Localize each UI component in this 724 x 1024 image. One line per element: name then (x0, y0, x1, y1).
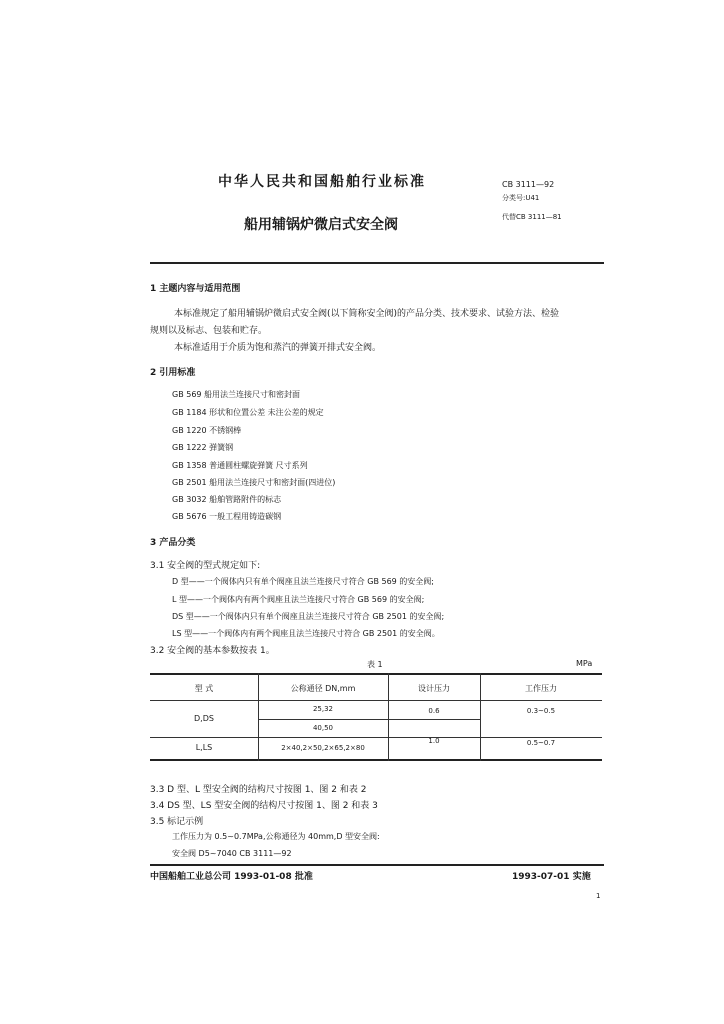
type-definition: DS 型——一个阀体内只有单个阀座且法兰连接尺寸符合 GB 2501 的安全阀; (172, 612, 445, 621)
org-title: 中华人民共和国船舶行业标准 (218, 174, 426, 190)
col-header-working-pressure: 工作压力 (525, 684, 557, 693)
col-header-design-pressure: 设计压力 (418, 684, 450, 693)
cell-type-l-ls: L,LS (195, 743, 213, 752)
document-title: 船用辅锅炉微启式安全阀 (244, 217, 398, 233)
clause-3-1: 3.1 安全阀的型式规定如下: (150, 561, 261, 571)
ref-item: GB 5676 一般工程用铸造碳钢 (172, 512, 282, 521)
cell-design-pressure: 1.0 (428, 737, 440, 745)
clause-3-2: 3.2 安全阀的基本参数按表 1。 (150, 646, 275, 656)
footer-rule (150, 864, 604, 866)
ref-item: GB 1358 普通圆柱螺旋弹簧 尺寸系列 (172, 461, 308, 470)
ref-item: GB 569 船用法兰连接尺寸和密封面 (172, 390, 301, 399)
section-3-title: 3 产品分类 (150, 538, 196, 548)
type-definition: L 型——一个阀体内有两个阀座且法兰连接尺寸符合 GB 569 的安全阀; (172, 595, 425, 604)
ref-item: GB 2501 船用法兰连接尺寸和密封面(四进位) (172, 478, 336, 487)
header-rule (150, 262, 604, 264)
col-header-type: 型 式 (194, 684, 214, 693)
ref-item: GB 1220 不锈钢棒 (172, 426, 242, 435)
ref-item: GB 1222 弹簧钢 (172, 443, 234, 452)
classification-number: 分类号:U41 (502, 194, 540, 202)
section-1-title: 1 主题内容与适用范围 (150, 284, 241, 294)
clause-3-4: 3.4 DS 型、LS 型安全阀的结构尺寸按图 1、图 2 和表 3 (150, 801, 378, 811)
ref-item: GB 3032 船舶管路附件的标志 (172, 495, 282, 504)
cell-design-pressure: 0.6 (428, 707, 440, 715)
ref-item: GB 1184 形状和位置公差 未注公差的规定 (172, 408, 324, 417)
col-header-dn: 公称通径 DN,mm (290, 684, 356, 693)
cell-dn: 2×40,2×50,2×65,2×80 (281, 744, 365, 752)
section-1-para-1: 本标准规定了船用辅锅炉微启式安全阀(以下简称安全阀)的产品分类、技术要求、试验方法、检验 (174, 309, 560, 319)
standard-number: CB 3111—92 (502, 180, 555, 189)
section-1-para-2: 本标准适用于介质为饱和蒸汽的弹簧开排式安全阀。 (174, 343, 382, 353)
section-1-para-1-cont: 规则以及标志、包装和贮存。 (150, 326, 268, 336)
clause-3-3: 3.3 D 型、L 型安全阀的结构尺寸按图 1、图 2 和表 2 (150, 785, 367, 795)
cell-working-pressure: 0.5~0.7 (526, 739, 556, 747)
cell-dn: 25,32 (312, 705, 334, 713)
cell-type-d-ds: D,DS (194, 714, 214, 723)
cell-working-pressure: 0.3~0.5 (526, 707, 556, 715)
cell-dn: 40,50 (312, 724, 334, 732)
implementation-note: 1993-07-01 实施 (512, 872, 591, 882)
marking-example-line-1: 工作压力为 0.5~0.7MPa,公称通径为 40mm,D 型安全阀: (172, 832, 380, 841)
type-definition: D 型——一个阀体内只有单个阀座且法兰连接尺寸符合 GB 569 的安全阀; (172, 577, 434, 586)
approval-note: 中国船舶工业总公司 1993-01-08 批准 (150, 872, 313, 882)
table-unit: MPa (576, 659, 593, 668)
type-definition: LS 型——一个阀体内有两个阀座且法兰连接尺寸符合 GB 2501 的安全阀。 (172, 629, 440, 638)
clause-3-5: 3.5 标记示例 (150, 817, 204, 827)
page-number: 1 (596, 892, 601, 900)
table-caption: 表 1 (367, 660, 383, 669)
section-2-title: 2 引用标准 (150, 368, 196, 378)
marking-example-line-2: 安全阀 D5~7040 CB 3111—92 (172, 849, 292, 858)
replaces-note: 代替CB 3111—81 (502, 213, 562, 221)
